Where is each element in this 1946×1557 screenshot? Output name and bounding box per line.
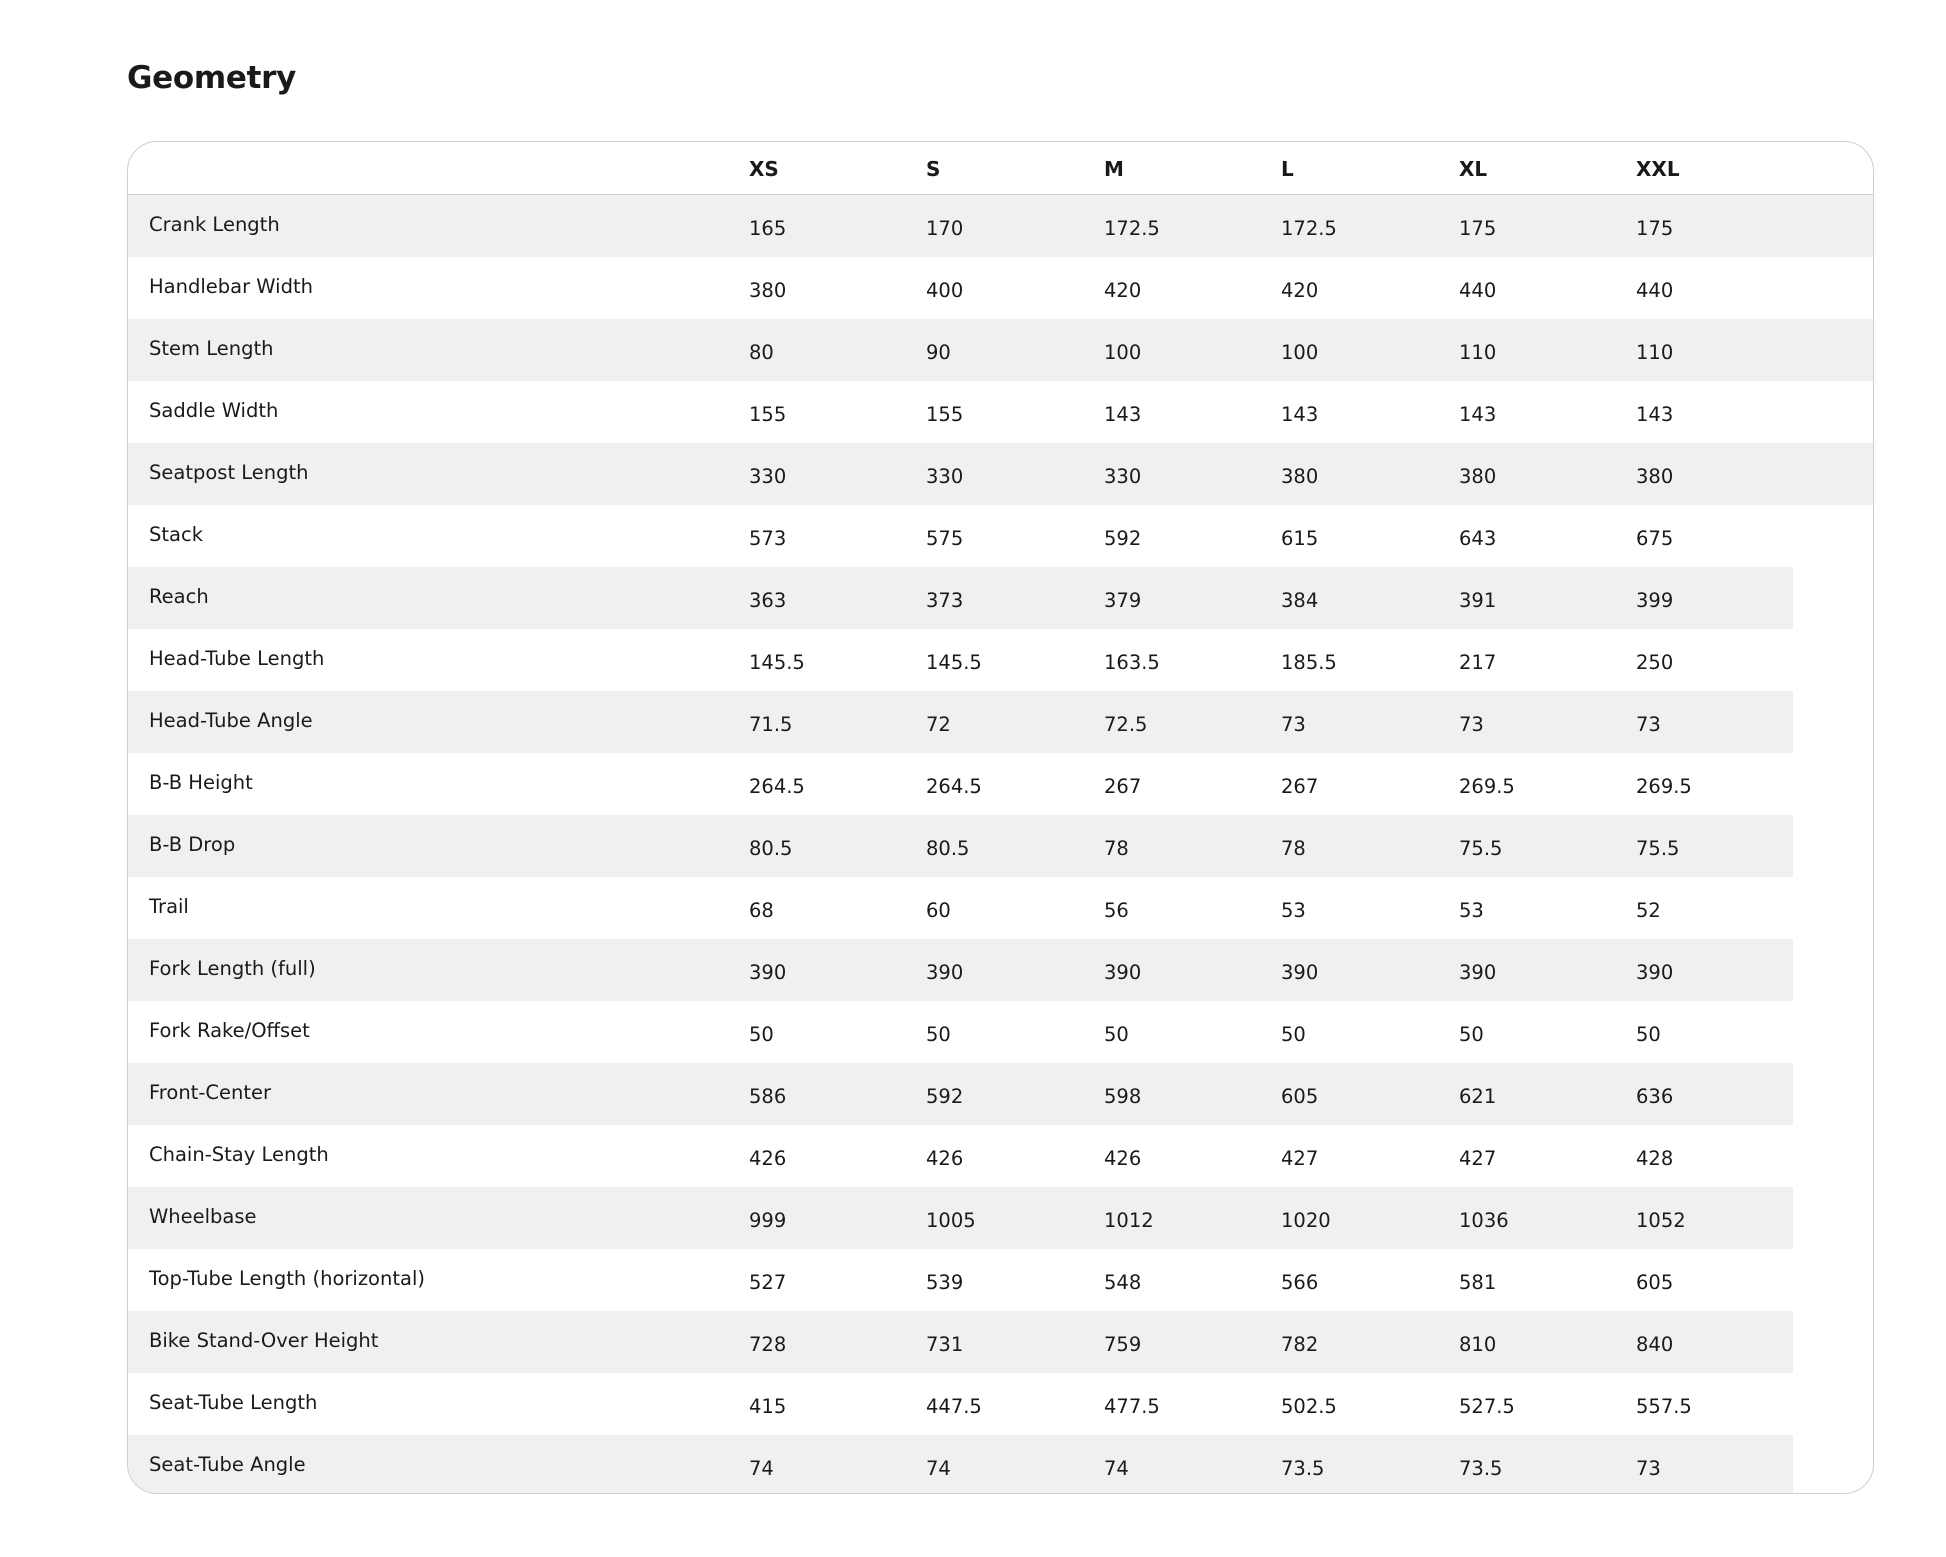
geometry-table — [127, 141, 1874, 1494]
table-cell: 728 — [749, 1333, 787, 1356]
row-label: Fork Length (full) — [149, 957, 316, 980]
table-cell: 390 — [926, 961, 964, 984]
row-label: Stem Length — [149, 337, 274, 360]
table-cell: 50 — [1281, 1023, 1306, 1046]
table-cell: 636 — [1636, 1085, 1674, 1108]
table-cell: 1052 — [1636, 1209, 1686, 1232]
table-cell: 575 — [926, 527, 964, 550]
table-cell: 52 — [1636, 899, 1661, 922]
row-label: B-B Drop — [149, 833, 236, 856]
table-cell: 68 — [749, 899, 774, 922]
table-cell: 90 — [926, 341, 951, 364]
table-cell: 592 — [1104, 527, 1142, 550]
table-row — [128, 753, 1793, 815]
table-cell: 163.5 — [1104, 651, 1160, 674]
table-row — [128, 1373, 1793, 1435]
table-cell: 73 — [1281, 713, 1306, 736]
table-cell: 330 — [926, 465, 964, 488]
table-cell: 74 — [1104, 1457, 1129, 1480]
table-row — [128, 567, 1793, 629]
row-label: Trail — [149, 895, 189, 918]
table-cell: 74 — [926, 1457, 951, 1480]
table-cell: 605 — [1281, 1085, 1319, 1108]
table-row — [128, 1311, 1793, 1373]
row-label: Top-Tube Length (horizontal) — [149, 1267, 425, 1290]
table-cell: 380 — [1636, 465, 1674, 488]
table-cell: 50 — [1636, 1023, 1661, 1046]
table-cell: 267 — [1104, 775, 1142, 798]
table-cell: 592 — [926, 1085, 964, 1108]
row-label: Stack — [149, 523, 203, 546]
row-label: Bike Stand-Over Height — [149, 1329, 379, 1352]
table-cell: 50 — [749, 1023, 774, 1046]
table-cell: 675 — [1636, 527, 1674, 550]
table-cell: 72 — [926, 713, 951, 736]
table-cell: 73.5 — [1281, 1457, 1325, 1480]
table-cell: 53 — [1459, 899, 1484, 922]
table-row — [128, 1063, 1793, 1125]
table-cell: 615 — [1281, 527, 1319, 550]
table-cell: 586 — [749, 1085, 787, 1108]
table-cell: 143 — [1281, 403, 1319, 426]
table-cell: 527 — [749, 1271, 787, 1294]
table-cell: 50 — [1104, 1023, 1129, 1046]
table-cell: 50 — [1459, 1023, 1484, 1046]
size-header-m: M — [1104, 157, 1124, 181]
size-header-s: S — [926, 157, 941, 181]
row-label: Front-Center — [149, 1081, 271, 1104]
table-cell: 999 — [749, 1209, 787, 1232]
row-label: Crank Length — [149, 213, 280, 236]
table-cell: 390 — [1104, 961, 1142, 984]
table-cell: 384 — [1281, 589, 1319, 612]
table-cell: 172.5 — [1104, 217, 1160, 240]
table-cell: 80.5 — [926, 837, 970, 860]
table-cell: 373 — [926, 589, 964, 612]
table-cell: 73.5 — [1459, 1457, 1503, 1480]
row-label: Handlebar Width — [149, 275, 313, 298]
table-cell: 1036 — [1459, 1209, 1509, 1232]
table-cell: 477.5 — [1104, 1395, 1160, 1418]
table-cell: 175 — [1459, 217, 1497, 240]
table-cell: 420 — [1281, 279, 1319, 302]
table-cell: 400 — [926, 279, 964, 302]
table-cell: 621 — [1459, 1085, 1497, 1108]
table-cell: 145.5 — [926, 651, 982, 674]
table-cell: 53 — [1281, 899, 1306, 922]
table-cell: 426 — [1104, 1147, 1142, 1170]
table-cell: 1012 — [1104, 1209, 1154, 1232]
row-label: Seatpost Length — [149, 461, 309, 484]
table-cell: 782 — [1281, 1333, 1319, 1356]
table-cell: 73 — [1636, 713, 1661, 736]
row-label: B-B Height — [149, 771, 253, 794]
table-cell: 440 — [1459, 279, 1497, 302]
table-cell: 264.5 — [749, 775, 805, 798]
table-cell: 143 — [1636, 403, 1674, 426]
table-cell: 731 — [926, 1333, 964, 1356]
table-cell: 264.5 — [926, 775, 982, 798]
table-cell: 447.5 — [926, 1395, 982, 1418]
table-cell: 143 — [1459, 403, 1497, 426]
table-cell: 759 — [1104, 1333, 1142, 1356]
size-header-xxl: XXL — [1636, 157, 1680, 181]
table-cell: 110 — [1459, 341, 1497, 364]
row-label: Seat-Tube Length — [149, 1391, 318, 1414]
table-cell: 390 — [1281, 961, 1319, 984]
table-row — [128, 1001, 1793, 1063]
table-cell: 80.5 — [749, 837, 793, 860]
table-cell: 78 — [1104, 837, 1129, 860]
table-cell: 269.5 — [1459, 775, 1515, 798]
table-row — [128, 381, 1874, 443]
row-label: Chain-Stay Length — [149, 1143, 329, 1166]
table-cell: 155 — [749, 403, 787, 426]
row-label: Wheelbase — [149, 1205, 257, 1228]
table-cell: 170 — [926, 217, 964, 240]
table-cell: 155 — [926, 403, 964, 426]
table-cell: 145.5 — [749, 651, 805, 674]
table-row — [128, 1187, 1793, 1249]
table-cell: 643 — [1459, 527, 1497, 550]
table-cell: 74 — [749, 1457, 774, 1480]
table-cell: 363 — [749, 589, 787, 612]
table-row — [128, 1125, 1793, 1187]
table-cell: 427 — [1459, 1147, 1497, 1170]
table-row — [128, 257, 1874, 319]
table-cell: 399 — [1636, 589, 1674, 612]
table-cell: 165 — [749, 217, 787, 240]
table-header-row — [128, 142, 1873, 195]
table-cell: 548 — [1104, 1271, 1142, 1294]
table-cell: 440 — [1636, 279, 1674, 302]
table-cell: 539 — [926, 1271, 964, 1294]
table-cell: 75.5 — [1459, 837, 1503, 860]
table-row — [128, 443, 1874, 505]
table-cell: 80 — [749, 341, 774, 364]
table-cell: 217 — [1459, 651, 1497, 674]
table-cell: 581 — [1459, 1271, 1497, 1294]
table-row — [128, 195, 1874, 257]
table-cell: 390 — [1459, 961, 1497, 984]
table-cell: 330 — [1104, 465, 1142, 488]
table-cell: 380 — [749, 279, 787, 302]
table-cell: 426 — [749, 1147, 787, 1170]
table-cell: 420 — [1104, 279, 1142, 302]
table-cell: 73 — [1636, 1457, 1661, 1480]
table-cell: 75.5 — [1636, 837, 1680, 860]
table-row — [128, 1249, 1793, 1311]
table-cell: 78 — [1281, 837, 1306, 860]
page-title: Geometry — [127, 60, 297, 96]
table-cell: 56 — [1104, 899, 1129, 922]
table-cell: 391 — [1459, 589, 1497, 612]
table-cell: 427 — [1281, 1147, 1319, 1170]
table-cell: 143 — [1104, 403, 1142, 426]
table-cell: 100 — [1104, 341, 1142, 364]
row-label: Fork Rake/Offset — [149, 1019, 310, 1042]
table-cell: 72.5 — [1104, 713, 1148, 736]
table-cell: 100 — [1281, 341, 1319, 364]
size-header-xl: XL — [1459, 157, 1488, 181]
table-row — [128, 505, 1793, 567]
row-label: Seat-Tube Angle — [149, 1453, 306, 1476]
table-cell: 527.5 — [1459, 1395, 1515, 1418]
table-cell: 269.5 — [1636, 775, 1692, 798]
table-cell: 175 — [1636, 217, 1674, 240]
table-cell: 840 — [1636, 1333, 1674, 1356]
table-cell: 172.5 — [1281, 217, 1337, 240]
table-cell: 1020 — [1281, 1209, 1331, 1232]
table-row — [128, 939, 1793, 1001]
row-label: Head-Tube Length — [149, 647, 325, 670]
table-cell: 415 — [749, 1395, 787, 1418]
size-header-l: L — [1281, 157, 1294, 181]
table-cell: 390 — [1636, 961, 1674, 984]
table-cell: 557.5 — [1636, 1395, 1692, 1418]
table-cell: 71.5 — [749, 713, 793, 736]
table-cell: 185.5 — [1281, 651, 1337, 674]
table-cell: 390 — [749, 961, 787, 984]
table-cell: 50 — [926, 1023, 951, 1046]
row-label: Head-Tube Angle — [149, 709, 313, 732]
row-label: Saddle Width — [149, 399, 279, 422]
table-cell: 426 — [926, 1147, 964, 1170]
table-row — [128, 691, 1793, 753]
table-row — [128, 319, 1874, 381]
table-cell: 379 — [1104, 589, 1142, 612]
table-cell: 1005 — [926, 1209, 976, 1232]
table-row — [128, 629, 1793, 691]
table-row — [128, 815, 1793, 877]
table-cell: 330 — [749, 465, 787, 488]
row-label: Reach — [149, 585, 209, 608]
table-cell: 110 — [1636, 341, 1674, 364]
table-cell: 267 — [1281, 775, 1319, 798]
table-cell: 605 — [1636, 1271, 1674, 1294]
table-cell: 573 — [749, 527, 787, 550]
table-cell: 380 — [1459, 465, 1497, 488]
table-row — [128, 877, 1793, 939]
table-cell: 810 — [1459, 1333, 1497, 1356]
size-header-xs: XS — [749, 157, 779, 181]
table-cell: 502.5 — [1281, 1395, 1337, 1418]
table-cell: 428 — [1636, 1147, 1674, 1170]
table-row — [128, 1435, 1793, 1494]
table-cell: 380 — [1281, 465, 1319, 488]
table-cell: 250 — [1636, 651, 1674, 674]
table-cell: 566 — [1281, 1271, 1319, 1294]
table-cell: 73 — [1459, 713, 1484, 736]
table-cell: 60 — [926, 899, 951, 922]
table-cell: 598 — [1104, 1085, 1142, 1108]
